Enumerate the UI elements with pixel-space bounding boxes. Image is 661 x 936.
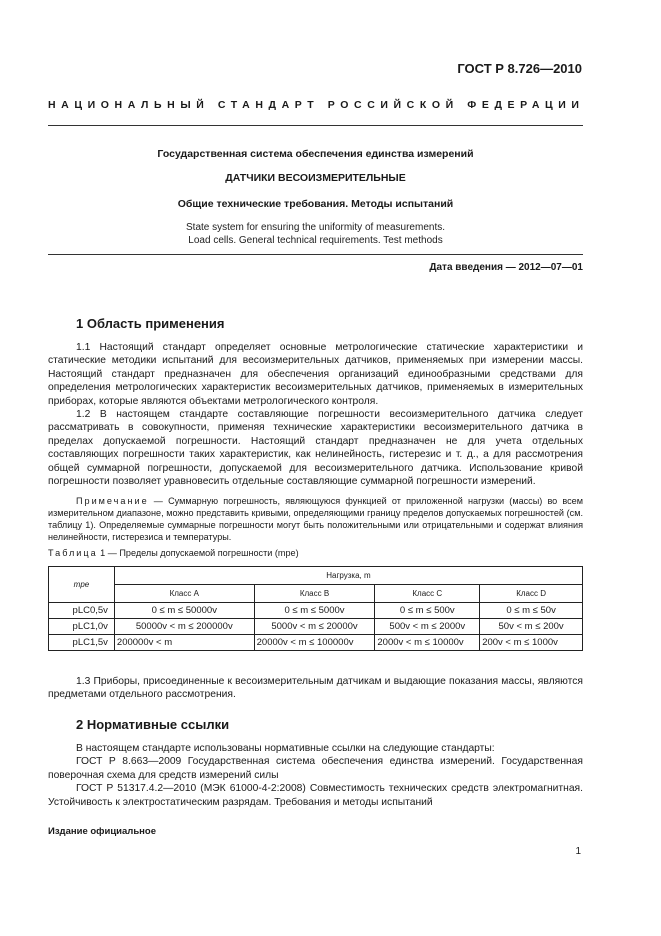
page-number: 1 (575, 846, 581, 857)
paragraph-1-2: 1.2 В настоящем стандарте составляющие погрешности весоизмерительного датчика следует рассматривать в совокупности, применяя технические характеристики весоизмерительного датчика в пределах допускаемой погрешности. Настоящий стандарт предназначен не для учета отдельных составляющих погрешности таких характеристик, как нелинейность, гистерезис и т. д., а для рассмотрения общей суммарной погрешности, допускаемой для весоизмерительного датчика. Использование кривой погрешности позволяет уравновесить отдельные составляющие суммарной погрешности измерений. (48, 409, 583, 488)
english-title-line-1: State system for ensuring the uniformity of measurements. (186, 222, 445, 233)
national-standard-banner: НАЦИОНАЛЬНЫЙ СТАНДАРТ РОССИЙСКОЙ ФЕДЕРАЦИИ (48, 99, 585, 111)
table-caption (48, 548, 299, 558)
standard-code: ГОСТ Р 8.726—2010 (457, 61, 582, 76)
table-row (49, 635, 583, 651)
row-label: pLC0,5v (49, 603, 115, 619)
paragraph-1-3-block (48, 675, 583, 702)
document-subtitle: Общие технические требования. Методы испытаний (177, 198, 454, 210)
note (48, 495, 583, 543)
row-label: pLC1,5v (49, 635, 115, 651)
table-cell: 200000v < m (114, 635, 254, 651)
paragraph-1-3: 1.3 Приборы, присоединенные к весоизмерительным датчикам и выдающие показания массы, являются предметами отдельного рассмотрения. (48, 676, 583, 701)
section-1-heading: 1 Область применения (76, 316, 225, 331)
table-cell: 5000v < m ≤ 20000v (254, 619, 375, 635)
note-text: — Суммарную погрешность, являющуюся функцией от приложенной нагрузки (массы) во всем измерительном диапазоне, можно представить кривыми, определяющими границу пределов допускаемых погрешностей (см. таблицу 1). Определяемые суммарные погрешности могут быть положительными или отрицательными и содержат влияния нелинейности, гистерезиса и температуры. (48, 496, 583, 543)
table-header-class-d: Класс D (480, 585, 583, 603)
limits-table (48, 566, 583, 651)
table-caption-text: 1 — Пределы допускаемой погрешности (mpe) (97, 548, 299, 558)
table-row (49, 603, 583, 619)
section-2-heading: 2 Нормативные ссылки (76, 717, 230, 732)
row-label: pLC1,0v (49, 619, 115, 635)
table-header-mpe: mpe (49, 567, 115, 603)
paragraph-2-intro: В настоящем стандарте использованы нормативные ссылки на следующие стандарты: (76, 743, 495, 754)
english-title (48, 221, 583, 247)
top-divider (48, 125, 583, 126)
table-row (49, 619, 583, 635)
document-title: ДАТЧИКИ ВЕСОИЗМЕРИТЕЛЬНЫЕ (225, 172, 406, 184)
english-title-line-2: Load cells. General technical requirements. Test methods (188, 235, 443, 246)
paragraph-1-1: 1.1 Настоящий стандарт определяет основные метрологические статические характеристики и статические методики испытаний для весоизмерительных датчиков, применяемых при измерении массы. Настоящий стандарт предназначен для обеспечения организаций единообразными средствами для определения метрологических характеристик весоизмерительных датчиков, применяемых в измерительных приборах, которые являются объектами метрологического контроля. (48, 342, 583, 407)
edition-label: Издание официальное (48, 826, 156, 837)
table-cell: 50v < m ≤ 200v (480, 619, 583, 635)
table-cell: 200v < m ≤ 1000v (480, 635, 583, 651)
table-cell: 0 ≤ m ≤ 5000v (254, 603, 375, 619)
table-cell: 0 ≤ m ≤ 500v (375, 603, 480, 619)
table-cell: 0 ≤ m ≤ 50000v (114, 603, 254, 619)
table-cell: 0 ≤ m ≤ 50v (480, 603, 583, 619)
table-caption-label: Таблица (48, 548, 98, 558)
table-cell: 50000v < m ≤ 200000v (114, 619, 254, 635)
table-cell: 2000v < m ≤ 10000v (375, 635, 480, 651)
table-header-class-a: Класс A (114, 585, 254, 603)
section-1-paragraphs (48, 341, 583, 488)
table-header-class-c: Класс C (375, 585, 480, 603)
effective-date: Дата введения — 2012—07—01 (429, 262, 583, 273)
table-cell: 20000v < m ≤ 100000v (254, 635, 375, 651)
reference-gost-8-663: ГОСТ Р 8.663—2009 Государственная система обеспечения единства измерений. Государственная поверочная схема для средств измерений силы (48, 756, 583, 781)
date-divider (48, 254, 583, 255)
section-2-paragraphs (48, 742, 583, 809)
system-title: Государственная система обеспечения единства измерений (157, 148, 474, 160)
table-header-class-b: Класс B (254, 585, 375, 603)
table-cell: 500v < m ≤ 2000v (375, 619, 480, 635)
note-label: Примечание (76, 496, 149, 506)
table-header-load: Нагрузка, m (114, 567, 582, 585)
reference-gost-51317: ГОСТ Р 51317.4.2—2010 (МЭК 61000-4-2:2008) Совместимость технических средств электромагнитная. Устойчивость к электростатическим разрядам. Требования и методы испытаний (48, 783, 583, 808)
